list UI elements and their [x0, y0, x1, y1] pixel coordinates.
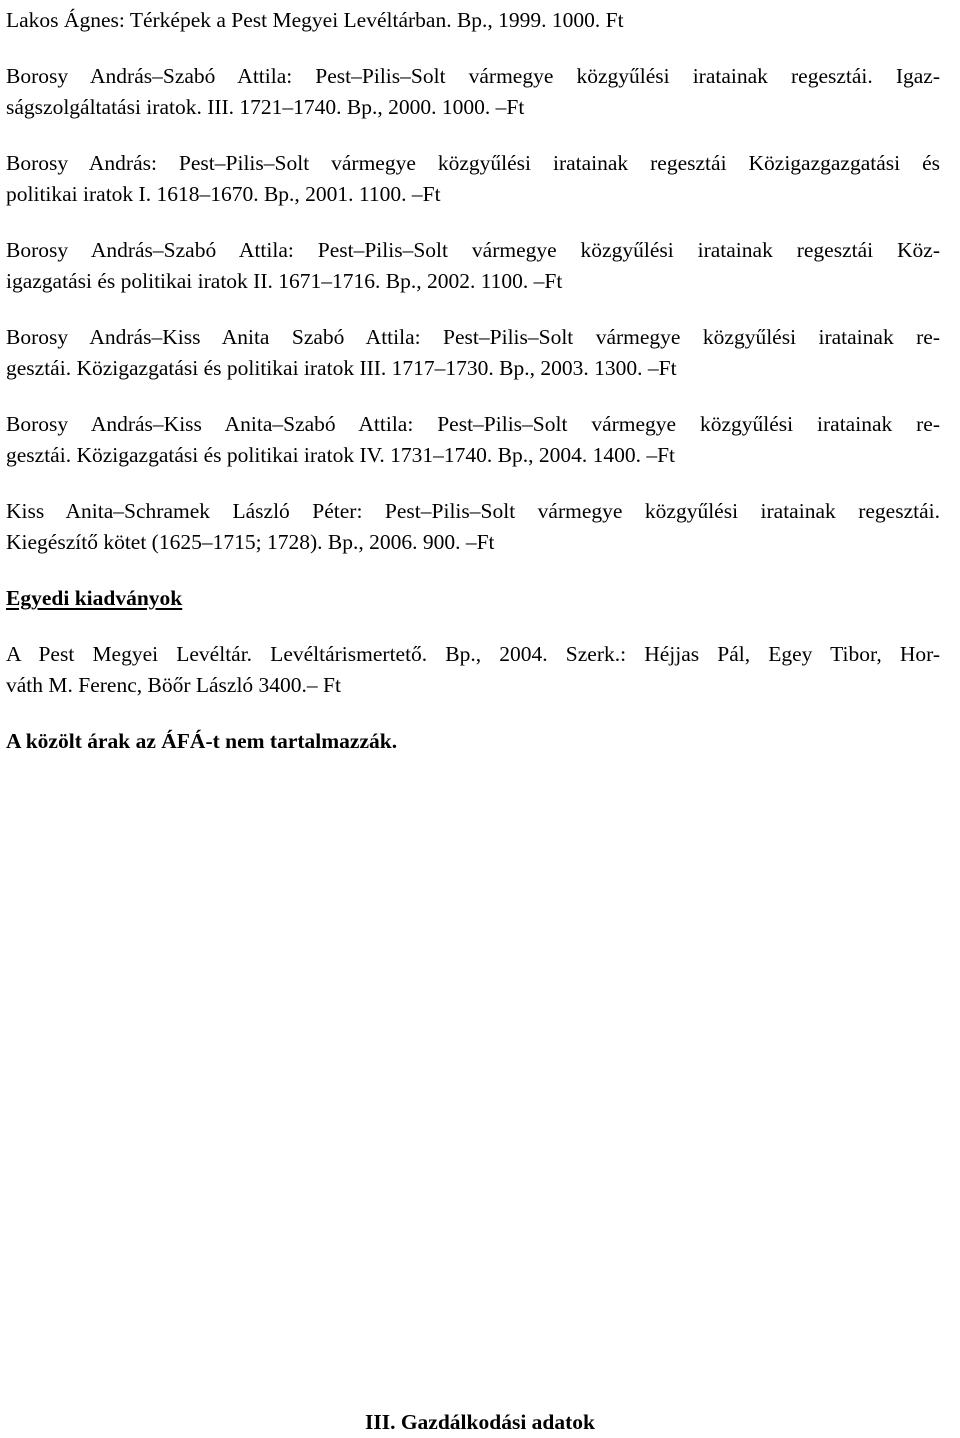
entry-line: Borosy András–Szabó Attila: Pest–Pilis–Solt vármegye közgyűlési iratainak regesztái. Igaz- — [6, 64, 940, 88]
entry-line: igazgatási és politikai iratok II. 1671–1716. Bp., 2002. 1100. –Ft — [6, 269, 563, 293]
entry-line: Kiss Anita–Schramek László Péter: Pest–Pilis–Solt vármegye közgyűlési iratainak regesztái. — [6, 499, 940, 523]
entry-line: Kiegészítő kötet (1625–1715; 1728). Bp., 2006. 900. –Ft — [6, 530, 495, 554]
publication-entry-borosy-szabo-1 — [6, 61, 940, 123]
entry-line: váth M. Ferenc, Böőr László 3400.– Ft — [6, 673, 341, 697]
publication-entry-borosy-kiss-szabo-3 — [6, 322, 940, 384]
entry-line: Borosy András: Pest–Pilis–Solt vármegye közgyűlési iratainak regesztái Közigazgazgatási és — [6, 151, 940, 175]
entry-line: Borosy András–Kiss Anita Szabó Attila: Pest–Pilis–Solt vármegye közgyűlési iratainak re- — [6, 325, 940, 349]
entry-line: A Pest Megyei Levéltár. Levéltárismertető. Bp., 2004. Szerk.: Héjjas Pál, Egey Tibor, Hor- — [6, 642, 940, 666]
footer-section-title: III. Gazdálkodási adatok — [364, 1410, 595, 1434]
publication-entry-borosy-kiss-szabo-4 — [6, 409, 940, 471]
publication-entry-lakos — [6, 5, 940, 36]
section-heading: Egyedi kiadványok — [6, 586, 183, 610]
entry-line: gesztái. Közigazgatási és politikai iratok III. 1717–1730. Bp., 2003. 1300. –Ft — [6, 356, 677, 380]
entry-line: Borosy András–Szabó Attila: Pest–Pilis–Solt vármegye közgyűlési iratainak regesztái Köz- — [6, 238, 940, 262]
vat-note: A közölt árak az ÁFÁ-t nem tartalmazzák. — [6, 729, 398, 753]
publication-entry-levelterismerteto — [6, 639, 940, 701]
publication-entry-kiss-schramek — [6, 496, 940, 558]
entry-line: gesztái. Közigazgatási és politikai iratok IV. 1731–1740. Bp., 2004. 1400. –Ft — [6, 443, 675, 467]
entry-line: Lakos Ágnes: Térképek a Pest Megyei Levéltárban. Bp., 1999. 1000. Ft — [6, 8, 624, 32]
entry-line: ságszolgáltatási iratok. III. 1721–1740. Bp., 2000. 1000. –Ft — [6, 95, 525, 119]
publication-entry-borosy-1 — [6, 148, 940, 210]
document-page — [6, 5, 940, 757]
entry-line: Borosy András–Kiss Anita–Szabó Attila: Pest–Pilis–Solt vármegye közgyűlési iratainak re- — [6, 412, 940, 436]
publication-entry-borosy-szabo-2 — [6, 235, 940, 297]
entry-line: politikai iratok I. 1618–1670. Bp., 2001. 1100. –Ft — [6, 182, 441, 206]
